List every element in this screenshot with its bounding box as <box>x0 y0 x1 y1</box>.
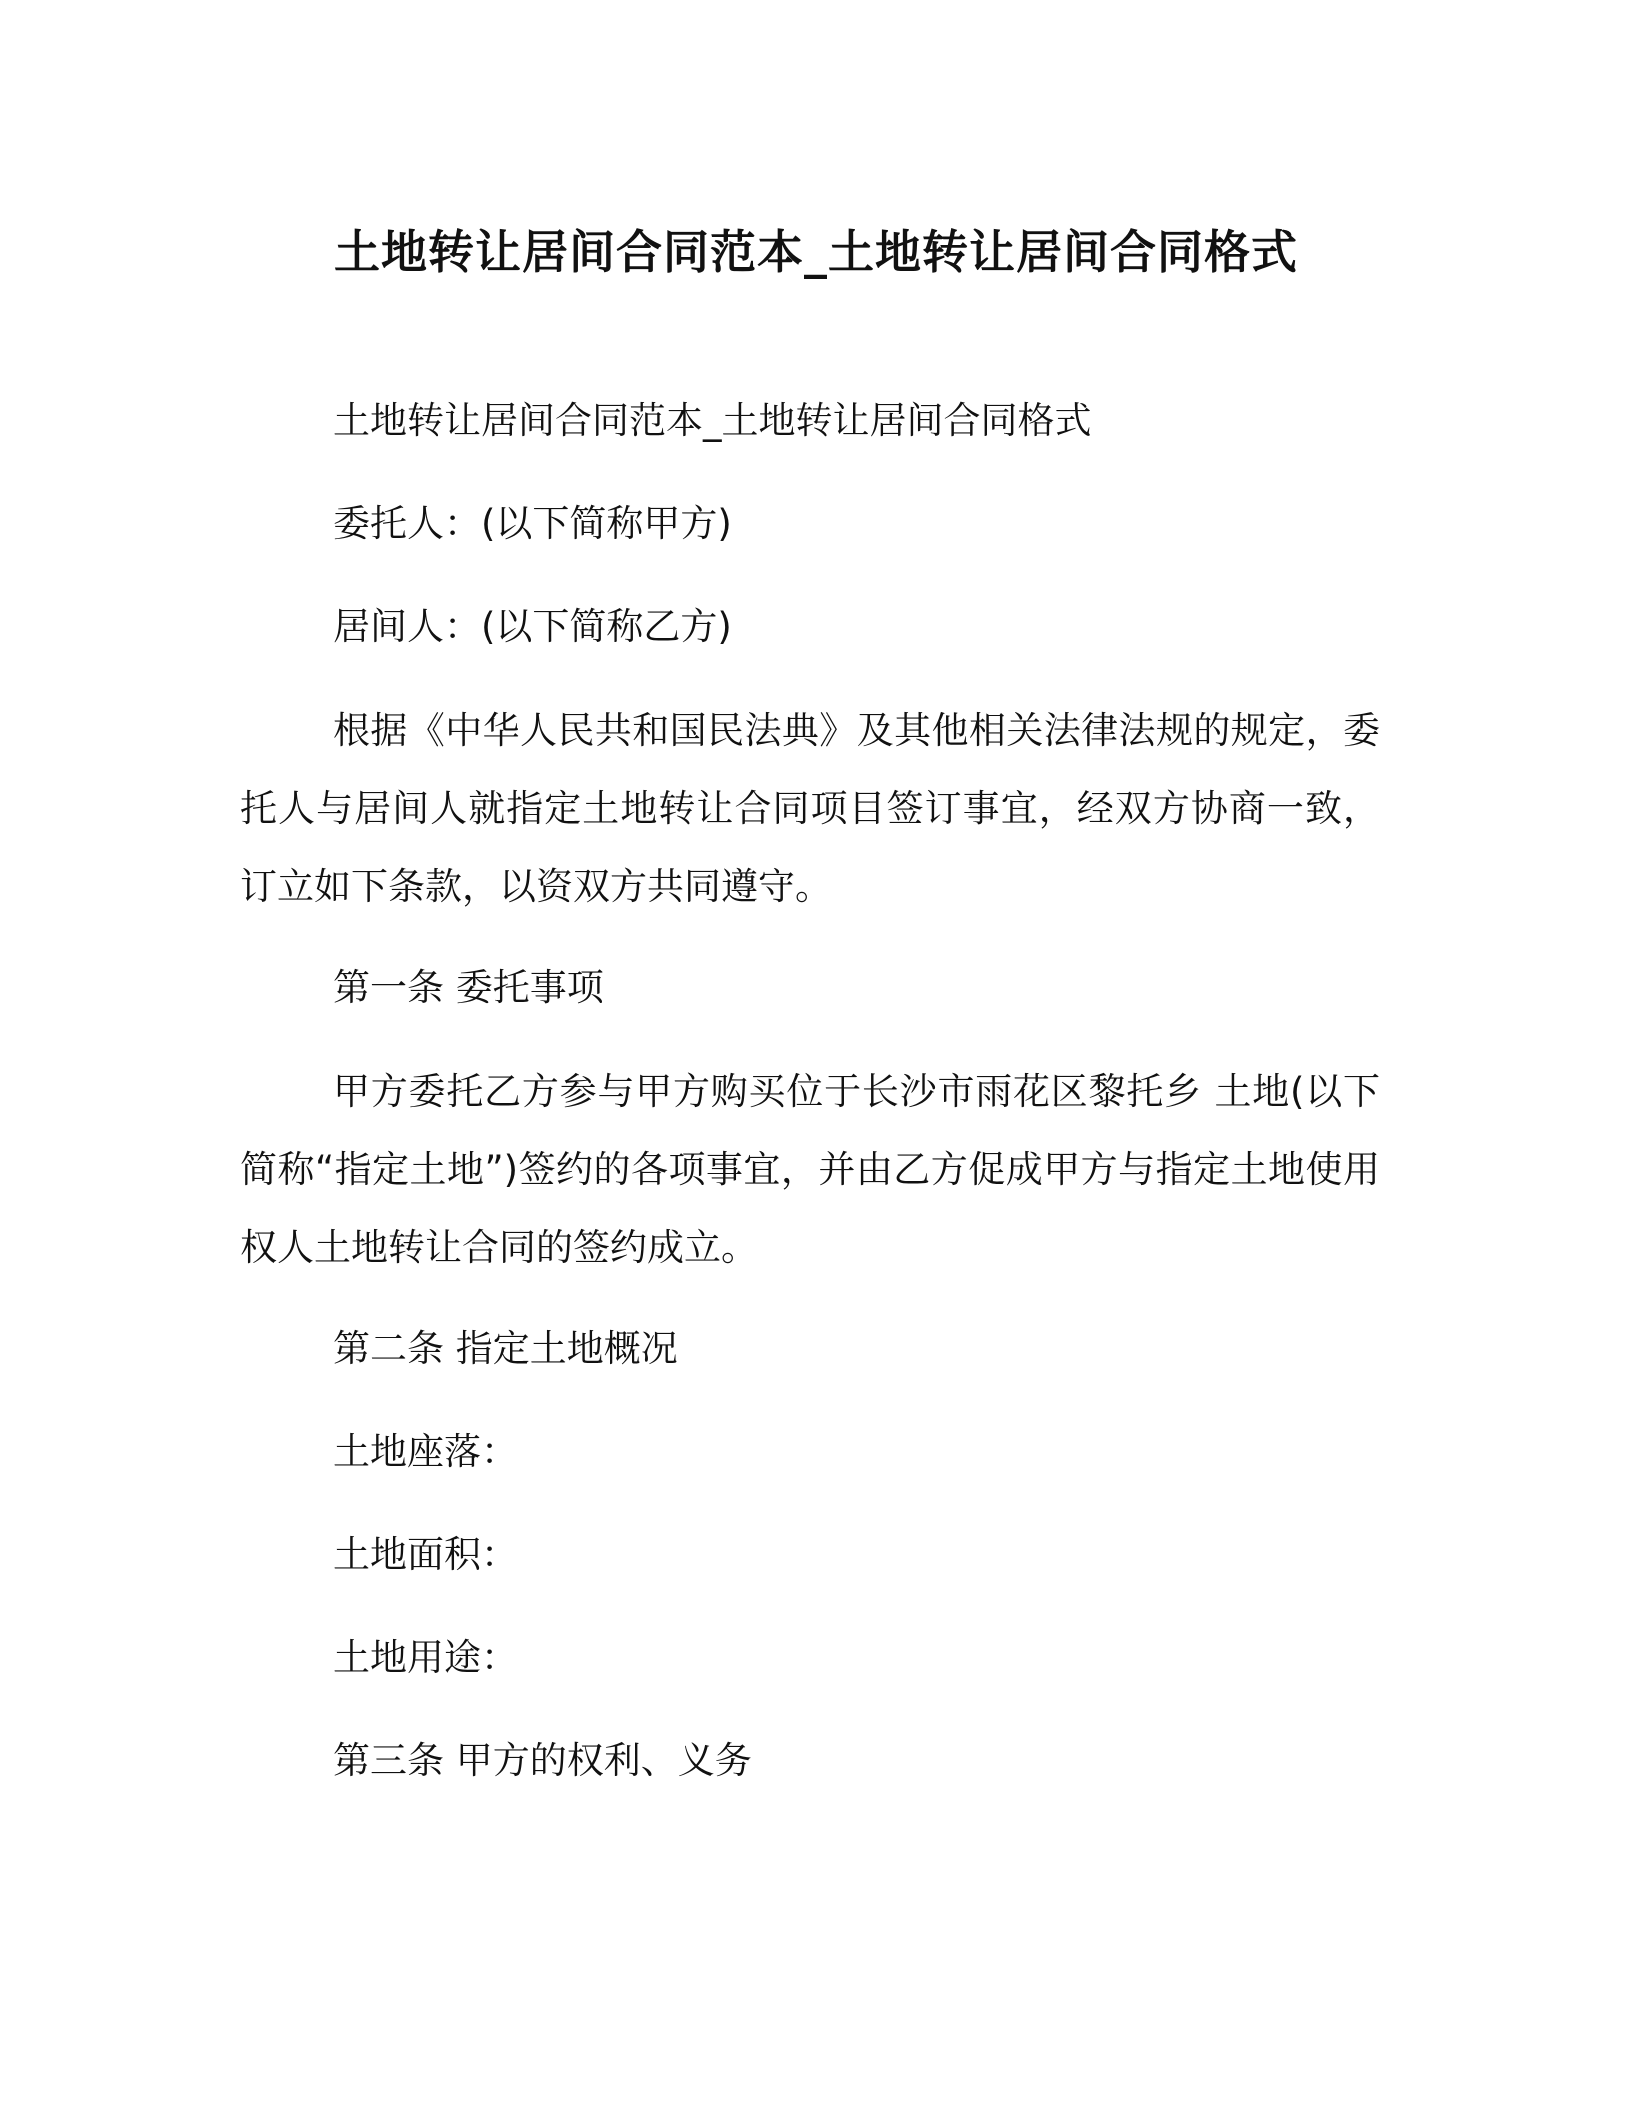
land-use-line: 土地用途： <box>333 1636 518 1679</box>
party-b-line: 居间人：(以下简称乙方) <box>333 605 732 648</box>
article-1-heading: 第一条 委托事项 <box>333 966 604 1009</box>
article-2-heading: 第二条 指定土地概况 <box>333 1327 678 1370</box>
land-area-line: 土地面积： <box>333 1533 518 1576</box>
land-location-line: 土地座落： <box>333 1430 518 1473</box>
document-subtitle: 土地转让居间合同范本_土地转让居间合同格式 <box>333 399 1092 442</box>
party-a-line: 委托人：(以下简称甲方) <box>333 502 732 545</box>
intro-paragraph: 根据《中华人民共和国民法典》及其他相关法律法规的规定，委托人与居间人就指定土地转让合同项目签订事宜，经双方协商一致，订立如下条款，以资双方共同遵守。 <box>240 709 1380 908</box>
article-3-heading: 第三条 甲方的权利、义务 <box>333 1739 752 1782</box>
document-title: 土地转让居间合同范本_土地转让居间合同格式 <box>334 225 1298 279</box>
article-1-body: 甲方委托乙方参与甲方购买位于长沙市雨花区黎托乡 土地(以下简称“指定土地”)签约的各项事宜，并由乙方促成甲方与指定土地使用权人土地转让合同的签约成立。 <box>240 1070 1380 1269</box>
